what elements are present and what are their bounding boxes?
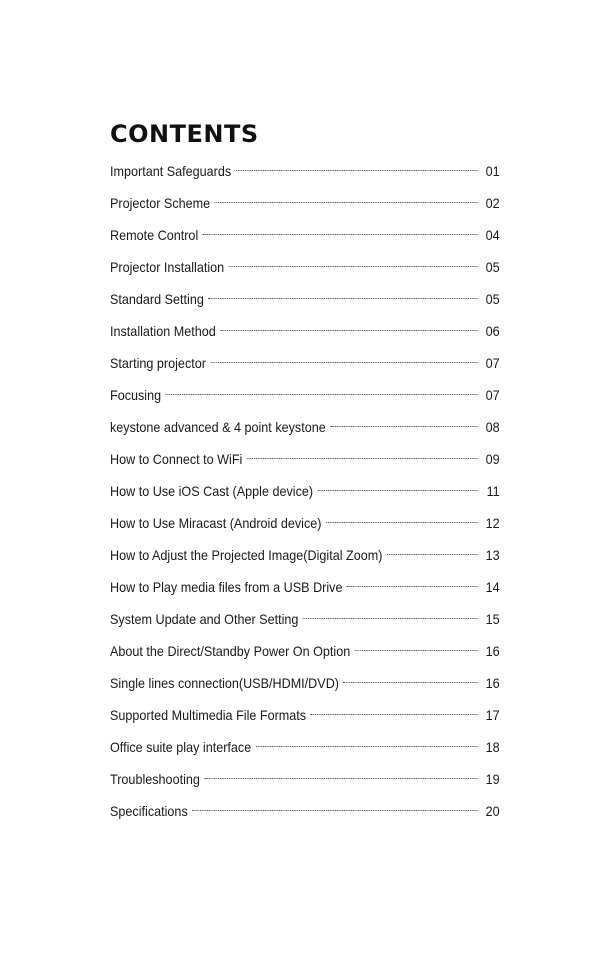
dot-leader bbox=[326, 522, 478, 523]
toc-entry-page-number: 20 bbox=[485, 803, 500, 819]
dot-leader bbox=[210, 362, 478, 363]
dot-leader bbox=[204, 778, 478, 779]
toc-entry-label: Starting projector bbox=[110, 355, 206, 371]
toc-entry-page-number: 09 bbox=[485, 451, 500, 467]
dot-leader bbox=[220, 330, 478, 331]
toc-entry-page-number: 05 bbox=[485, 259, 500, 275]
toc-entry-label: Projector Installation bbox=[110, 259, 225, 275]
page-title: CONTENTS bbox=[110, 120, 259, 149]
toc-entry[interactable] bbox=[110, 254, 500, 286]
toc-entry[interactable] bbox=[110, 286, 500, 318]
dot-leader bbox=[166, 394, 478, 395]
dot-leader bbox=[311, 714, 479, 715]
toc-entry[interactable] bbox=[110, 574, 500, 606]
dot-leader bbox=[215, 202, 478, 203]
toc-entry-page-number: 16 bbox=[485, 675, 500, 691]
toc-entry-page-number: 19 bbox=[485, 771, 500, 787]
toc-entry-page-number: 06 bbox=[485, 323, 500, 339]
toc-entry-label: How to Connect to WiFi bbox=[110, 451, 243, 467]
table-of-contents bbox=[110, 158, 500, 830]
toc-entry-label: Installation Method bbox=[110, 323, 216, 339]
toc-entry-page-number: 18 bbox=[485, 739, 500, 755]
dot-leader bbox=[256, 746, 478, 747]
toc-entry-label: How to Use iOS Cast (Apple device) bbox=[110, 483, 314, 499]
toc-entry-page-number: 15 bbox=[485, 611, 500, 627]
dot-leader bbox=[387, 554, 478, 555]
toc-entry-label: Remote Control bbox=[110, 227, 199, 243]
dot-leader bbox=[236, 170, 478, 171]
toc-entry[interactable] bbox=[110, 350, 500, 382]
dot-leader bbox=[203, 234, 478, 235]
toc-entry-label: keystone advanced & 4 point keystone bbox=[110, 419, 326, 435]
toc-entry[interactable] bbox=[110, 190, 500, 222]
toc-entry-page-number: 02 bbox=[485, 195, 500, 211]
toc-entry-page-number: 04 bbox=[485, 227, 500, 243]
toc-entry-label: System Update and Other Setting bbox=[110, 611, 299, 627]
toc-entry-label: Supported Multimedia File Formats bbox=[110, 707, 307, 723]
toc-entry-page-number: 12 bbox=[485, 515, 500, 531]
toc-entry[interactable] bbox=[110, 382, 500, 414]
dot-leader bbox=[343, 682, 478, 683]
toc-entry-page-number: 08 bbox=[485, 419, 500, 435]
dot-leader bbox=[318, 490, 479, 491]
toc-entry-label: Focusing bbox=[110, 387, 162, 403]
toc-entry-page-number: 17 bbox=[485, 707, 500, 723]
toc-entry-page-number: 05 bbox=[485, 291, 500, 307]
toc-entry[interactable] bbox=[110, 638, 500, 670]
toc-entry-label: About the Direct/Standby Power On Option bbox=[110, 643, 351, 659]
toc-entry[interactable] bbox=[110, 510, 500, 542]
toc-entry-label: Office suite play interface bbox=[110, 739, 252, 755]
toc-entry-page-number: 11 bbox=[486, 483, 500, 499]
toc-entry-page-number: 07 bbox=[485, 387, 500, 403]
dot-leader bbox=[192, 810, 478, 811]
dot-leader bbox=[247, 458, 478, 459]
dot-leader bbox=[330, 426, 478, 427]
toc-entry-label: How to Use Miracast (Android device) bbox=[110, 515, 322, 531]
toc-entry[interactable] bbox=[110, 318, 500, 350]
toc-entry[interactable] bbox=[110, 670, 500, 702]
toc-entry-page-number: 07 bbox=[485, 355, 500, 371]
toc-entry[interactable] bbox=[110, 798, 500, 830]
toc-entry[interactable] bbox=[110, 478, 500, 510]
toc-entry[interactable] bbox=[110, 158, 500, 190]
toc-entry-page-number: 01 bbox=[485, 163, 500, 179]
toc-entry-label: Specifications bbox=[110, 803, 188, 819]
toc-entry[interactable] bbox=[110, 446, 500, 478]
toc-entry-label: Projector Scheme bbox=[110, 195, 211, 211]
toc-entry-page-number: 14 bbox=[485, 579, 500, 595]
toc-entry[interactable] bbox=[110, 734, 500, 766]
toc-entry-label: Standard Setting bbox=[110, 291, 204, 307]
dot-leader bbox=[347, 586, 478, 587]
toc-entry[interactable] bbox=[110, 222, 500, 254]
toc-entry-label: How to Play media files from a USB Drive bbox=[110, 579, 343, 595]
toc-entry[interactable] bbox=[110, 766, 500, 798]
toc-entry-label: Single lines connection(USB/HDMI/DVD) bbox=[110, 675, 339, 691]
toc-entry[interactable] bbox=[110, 414, 500, 446]
dot-leader bbox=[303, 618, 478, 619]
dot-leader bbox=[208, 298, 478, 299]
toc-entry-label: Troubleshooting bbox=[110, 771, 200, 787]
dot-leader bbox=[229, 266, 478, 267]
toc-entry-label: How to Adjust the Projected Image(Digital Zoom) bbox=[110, 547, 383, 563]
toc-entry-label: Important Safeguards bbox=[110, 163, 232, 179]
toc-entry[interactable] bbox=[110, 542, 500, 574]
toc-entry-page-number: 16 bbox=[485, 643, 500, 659]
toc-entry[interactable] bbox=[110, 606, 500, 638]
toc-entry[interactable] bbox=[110, 702, 500, 734]
dot-leader bbox=[355, 650, 478, 651]
toc-entry-page-number: 13 bbox=[485, 547, 500, 563]
